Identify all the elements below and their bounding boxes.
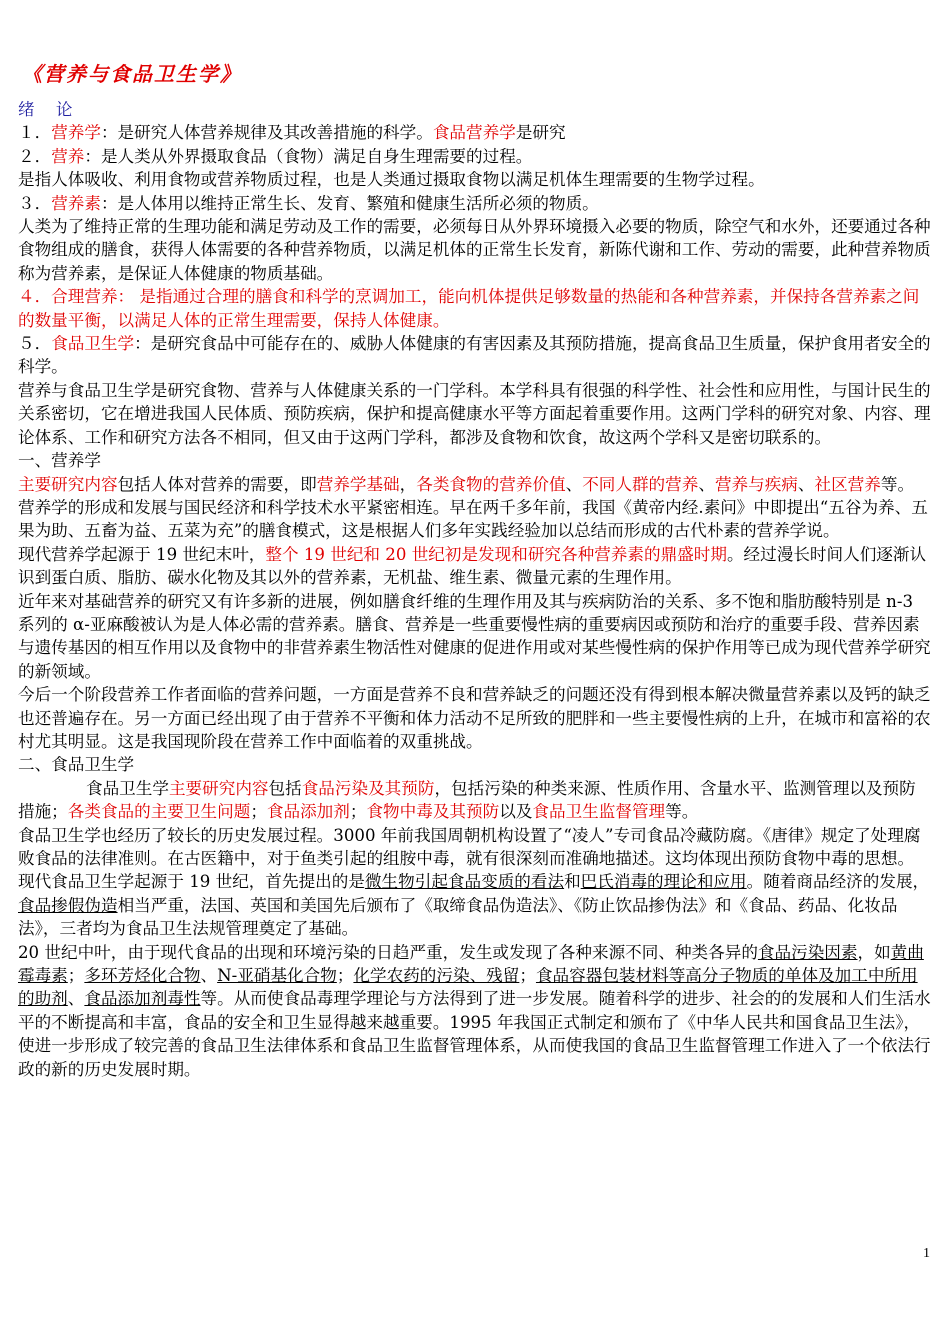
- subheading: [18, 449, 932, 472]
- text-run: 二、食品卫生学: [18, 755, 135, 775]
- paragraph: [18, 192, 932, 215]
- highlight-text: 营养学: [51, 123, 101, 143]
- paragraph: [18, 543, 932, 590]
- highlight-text: 营养与疾病: [714, 474, 798, 494]
- highlight-text: 食品添加剂: [266, 802, 350, 822]
- paragraph: [18, 496, 932, 543]
- text-run: 营养学的形成和发展与国民经济和科学技术水平紧密相连。早在两千多年前，我国《黄帝内经.素问》中即提出“五谷为养、五果为助、五畜为益、五菜为充”的膳食模式，这是根据人们多年实践经验加以总结而形成的古代朴素的营养学说。: [18, 497, 928, 541]
- paragraph: [18, 145, 932, 168]
- underlined-text: 黄曲霉毒素: [18, 942, 924, 986]
- text-run: 以及: [499, 802, 533, 822]
- section-heading: 绪 论: [18, 100, 81, 119]
- text-run: ２．: [18, 146, 52, 166]
- paragraph: [18, 824, 932, 871]
- text-run: ；: [336, 966, 354, 986]
- paragraph: [18, 590, 932, 684]
- text-run: 相当严重，法国、英国和美国先后颁布了《取缔食品伪造法》、《防止饮品掺伪法》和《食品、药品、化妆品法》，三者均为食品卫生法规管理奠定了基础。: [18, 895, 898, 939]
- text-run: 现代营养学起源于 19 世纪末叶，: [18, 544, 266, 564]
- text-run: 等。: [665, 802, 699, 822]
- paragraph: [18, 215, 932, 285]
- text-run: ３．: [18, 193, 52, 213]
- paragraph: [18, 121, 932, 144]
- paragraph: [18, 379, 932, 449]
- highlight-text: 不同人群的营养: [582, 474, 699, 494]
- text-run: 今后一个阶段营养工作者面临的营养问题，一方面是营养不良和营养缺乏的问题还没有得到根本解决微量营养素以及钙的缺乏也还普遍存在。另一方面已经出现了由于营养不平衡和体力活动不足所致的肥胖和一些主要慢性病的上升，在城市和富裕的农村尤其明显。这是我国现阶段在营养工作中面临着的双重挑战。: [18, 685, 931, 751]
- text-run: 一、营养学: [18, 451, 101, 471]
- text-run: 近年来对基础营养的研究又有许多新的进展，例如膳食纤维的生理作用及其与疾病防治的关系、多不饱和脂肪酸特别是 n-3 系列的 α-亚麻酸被认为是人体必需的营养素。膳食、营养是一些重要慢性病的重要病因或预防和治疗的重要手段、营养因素与遗传基因的相互作用以及食物中的非营养素生物活性对健康的促进作用或对某些慢性病的保护作用等已成为现代营养学研究的新领域。: [18, 591, 931, 681]
- paragraph: [18, 941, 932, 1081]
- text-run: ；: [67, 966, 85, 986]
- text-run: ：是人体用以维持正常生长、发育、繁殖和健康生活所必须的物质。: [100, 193, 599, 213]
- text-run: ；: [349, 802, 367, 822]
- text-run: 、: [698, 474, 715, 494]
- highlight-text: 食品污染及其预防: [301, 778, 435, 798]
- text-run: 等。: [880, 474, 915, 494]
- highlight-text: 营养: [51, 146, 85, 166]
- text-run: １．: [18, 123, 52, 143]
- document-title: 《营养与食品卫生学》: [22, 62, 242, 86]
- paragraph: [18, 683, 932, 753]
- text-run: 食品卫生学也经历了较长的历史发展过程。3000 年前我国周朝机构设置了“凌人”专司食品冷藏防腐。《唐律》规定了处理腐败食品的法律准则。在古医籍中，对于鱼类引起的组胺中毒，就有很深刻而准确地描述。这均体现出预防食物中毒的思想。: [18, 825, 921, 868]
- text-run: 营养与食品卫生学是研究食物、营养与人体健康关系的一门学科。本学科具有很强的科学性、社会性和应用性，与国计民生的关系密切，它在增进我国人民体质、预防疾病，保护和提高健康水平等方面起着重要作用。这两门学科的研究对象、内容、理论体系、工作和研究方法各不相同，但又由于这两门学科，都涉及食物和饮食，故这两个学科又是密切联系的。: [18, 380, 931, 447]
- text-run: ：是研究人体营养规律及其改善措施的科学。: [100, 123, 433, 143]
- highlight-text: 营养素: [51, 193, 101, 213]
- underlined-text: 化学农药的污染、残留: [353, 966, 520, 986]
- text-run: 、: [67, 989, 85, 1009]
- subheading: [18, 753, 932, 776]
- text-run: 、: [797, 474, 815, 494]
- text-run: ；: [250, 802, 267, 822]
- paragraph: [18, 473, 932, 496]
- underlined-text: 食品污染因素: [757, 942, 858, 962]
- underlined-text: 食品添加剂毒性: [84, 989, 201, 1009]
- text-run: 是指人体吸收、利用食物或营养物质过程，也是人类通过摄取食物以满足机体生理需要的生物学过程。: [18, 170, 765, 190]
- text-run: 现代食品卫生学起源于 19 世纪，首先提出的是: [18, 872, 365, 892]
- highlight-text: 食品卫生监督管理: [532, 802, 666, 822]
- text-run: 包括人体对营养的需要，即: [117, 474, 317, 494]
- highlight-text: 主要研究内容: [168, 778, 269, 798]
- highlight-text: 食品营养学: [432, 123, 516, 143]
- text-run: 。经过漫长时间人们逐渐认识到蛋白质、脂肪、碳水化物及其以外的营养素，无机盐、维生素、微量元素的生理作用。: [18, 544, 927, 588]
- document-body: [18, 60, 932, 1081]
- text-run: 食品卫生学: [86, 778, 169, 798]
- text-run: 、: [565, 474, 583, 494]
- highlight-text: 各类食品的主要卫生问题: [67, 802, 251, 822]
- text-run: 包括: [268, 778, 302, 798]
- text-run: 20 世纪中叶，由于现代食品的出现和环境污染的日趋严重，发生或发现了各种来源不同、种类各异的: [18, 942, 758, 962]
- page-number: 1: [923, 1246, 930, 1261]
- text-run: ；: [519, 966, 536, 986]
- underlined-text: N-亚硝基化合物: [217, 966, 337, 986]
- text-run: 等。从而使食品毒理学理论与方法得到了进一步发展。随着科学的进步、社会的的发展和人们生活水平的不断提高和丰富，食品的安全和卫生显得越来越重要。1995 年我国正式制定和颁布了《中华人民共和国食品卫生法》，使进一步形成了较完善的食品卫生法律体系和食品卫生监督管理体系，从而使我国的食品卫生监督管理工作进入了一个依法行政的新的历史发展时期。: [18, 989, 931, 1079]
- paragraph: [18, 285, 932, 332]
- highlight-text: 社区营养: [814, 474, 881, 494]
- text-run: ：是人类从外界摄取食品（食物）满足自身生理需要的过程。: [84, 146, 533, 166]
- highlight-text: 食物中毒及其预防: [366, 802, 500, 822]
- paragraph: [18, 777, 932, 824]
- highlight-text: 食品卫生学: [51, 334, 135, 354]
- paragraph: [18, 168, 932, 191]
- underlined-text: 巴氏消毒的理论和应用: [580, 872, 747, 892]
- underlined-text: 多环芳烃化合物: [84, 966, 201, 986]
- text-run: 是研究: [515, 123, 566, 143]
- text-run: ，包括污染的种类来源、性质作用、含量水平、监测管理以及预防措施；: [18, 778, 916, 822]
- text-run: ５．: [18, 334, 52, 354]
- paragraph: [18, 332, 932, 379]
- highlight-text: ４．合理营养： 是指通过合理的膳食和科学的烹调加工，能向机体提供足够数量的热能和各种营养素，并保持各营养素之间的数量平衡，以满足人体的正常生理需要，保持人体健康。: [18, 287, 920, 330]
- text-run: ：是研究食品中可能存在的、威胁人体健康的有害因素及其预防措施，提高食品卫生质量，保护食用者安全的科学。: [18, 334, 931, 377]
- text-run: 和: [564, 872, 581, 892]
- text-run: 人类为了维持正常的生理功能和满足劳动及工作的需要，必须每日从外界环境摄入必要的物质，除空气和水外，还要通过各种食物组成的膳食，获得人体需要的各种营养物质，以满足机体的正常生长发育，新陈代谢和工作、劳动的需要，此种营养物质称为营养素，是保证人体健康的物质基础。: [18, 217, 931, 283]
- underlined-text: 食品容器包装材料等高分子物质的单体及加工中所用的助剂: [18, 966, 918, 1009]
- highlight-text: 营养学基础: [316, 474, 400, 494]
- highlight-text: 主要研究内容: [18, 474, 118, 494]
- text-run: ，: [399, 474, 417, 494]
- text-run: 。随着商品经济的发展，: [746, 872, 930, 892]
- paragraph: [18, 870, 932, 940]
- underlined-text: 食品掺假伪造: [18, 895, 118, 915]
- underlined-text: 微生物引起食品变质的看法: [364, 872, 565, 892]
- text-run: 、: [200, 966, 218, 986]
- text-run: ，如: [857, 942, 891, 962]
- highlight-text: 整个 19 世纪和 20 世纪初是发现和研究各种营养素的鼎盛时期: [265, 544, 727, 564]
- highlight-text: 各类食物的营养价值: [416, 474, 566, 494]
